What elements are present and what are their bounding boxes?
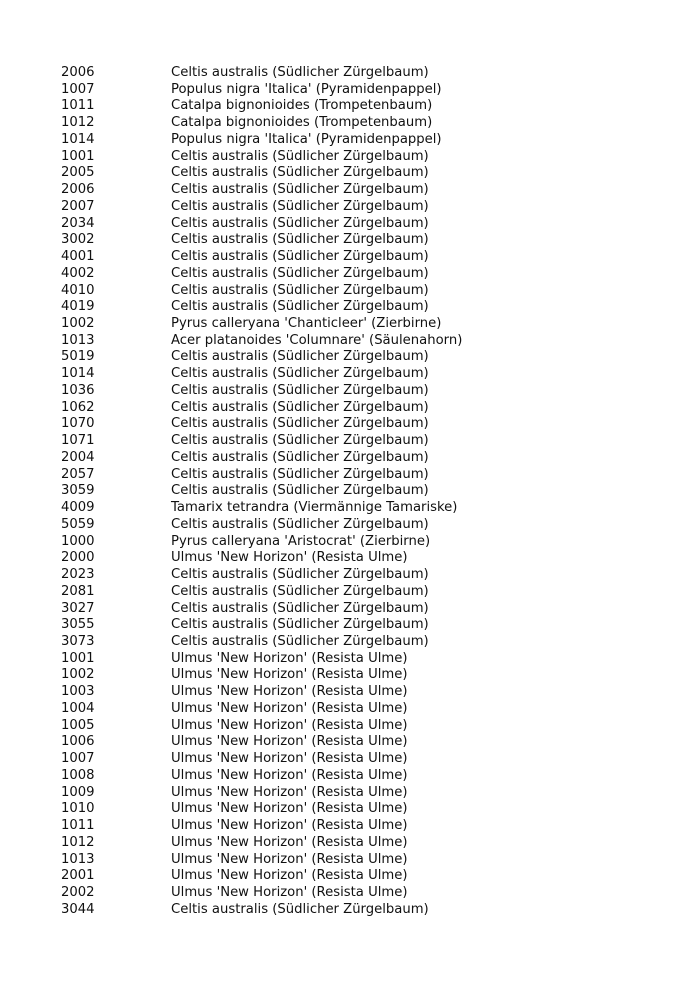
tree-number: 3059 xyxy=(61,483,95,499)
table-row xyxy=(61,534,661,551)
table-row xyxy=(61,751,661,768)
table-row xyxy=(61,299,661,316)
table-row xyxy=(61,868,661,885)
tree-number: 2007 xyxy=(61,198,95,214)
tree-species: Celtis australis (Südlicher Zürgelbaum) xyxy=(171,633,429,649)
tree-species: Ulmus 'New Horizon' (Resista Ulme) xyxy=(171,684,408,700)
table-row xyxy=(61,165,661,182)
table-row xyxy=(61,450,661,467)
tree-species: Ulmus 'New Horizon' (Resista Ulme) xyxy=(171,868,408,884)
table-row xyxy=(61,333,661,350)
tree-species: Celtis australis (Südlicher Zürgelbaum) xyxy=(171,265,429,281)
tree-species: Celtis australis (Südlicher Zürgelbaum) xyxy=(171,282,429,298)
tree-species: Tamarix tetrandra (Viermännige Tamariske) xyxy=(171,500,458,516)
tree-number: 2023 xyxy=(61,567,95,583)
tree-number: 1003 xyxy=(61,684,95,700)
tree-species: Ulmus 'New Horizon' (Resista Ulme) xyxy=(171,751,408,767)
tree-species: Celtis australis (Südlicher Zürgelbaum) xyxy=(171,600,429,616)
tree-number: 1036 xyxy=(61,382,95,398)
tree-number: 3044 xyxy=(61,901,95,917)
tree-number: 2004 xyxy=(61,449,95,465)
tree-species: Ulmus 'New Horizon' (Resista Ulme) xyxy=(171,784,408,800)
table-row xyxy=(61,902,661,919)
tree-species: Celtis australis (Südlicher Zürgelbaum) xyxy=(171,182,429,198)
tree-number: 1001 xyxy=(61,148,95,164)
tree-number: 4002 xyxy=(61,265,95,281)
table-row xyxy=(61,216,661,233)
tree-species: Ulmus 'New Horizon' (Resista Ulme) xyxy=(171,734,408,750)
tree-species: Ulmus 'New Horizon' (Resista Ulme) xyxy=(171,834,408,850)
tree-species: Ulmus 'New Horizon' (Resista Ulme) xyxy=(171,667,408,683)
table-row xyxy=(61,734,661,751)
table-row xyxy=(61,316,661,333)
table-row xyxy=(61,835,661,852)
tree-species: Catalpa bignonioides (Trompetenbaum) xyxy=(171,115,433,131)
tree-species: Acer platanoides 'Columnare' (Säulenahorn) xyxy=(171,332,463,348)
tree-number: 1013 xyxy=(61,332,95,348)
tree-number: 1005 xyxy=(61,717,95,733)
tree-number: 1014 xyxy=(61,366,95,382)
tree-species: Celtis australis (Südlicher Zürgelbaum) xyxy=(171,215,429,231)
tree-number: 1071 xyxy=(61,433,95,449)
tree-number: 5019 xyxy=(61,349,95,365)
table-row xyxy=(61,651,661,668)
tree-species: Celtis australis (Südlicher Zürgelbaum) xyxy=(171,567,429,583)
table-row xyxy=(61,416,661,433)
tree-species: Celtis australis (Südlicher Zürgelbaum) xyxy=(171,198,429,214)
tree-species: Celtis australis (Südlicher Zürgelbaum) xyxy=(171,516,429,532)
tree-number: 3073 xyxy=(61,633,95,649)
table-row xyxy=(61,500,661,517)
table-row xyxy=(61,65,661,82)
tree-number: 2006 xyxy=(61,65,95,80)
tree-number: 1007 xyxy=(61,81,95,97)
table-row xyxy=(61,82,661,99)
tree-number: 2006 xyxy=(61,182,95,198)
tree-species: Celtis australis (Südlicher Zürgelbaum) xyxy=(171,583,429,599)
tree-species: Celtis australis (Südlicher Zürgelbaum) xyxy=(171,65,429,80)
tree-species: Ulmus 'New Horizon' (Resista Ulme) xyxy=(171,818,408,834)
tree-species: Pyrus calleryana 'Aristocrat' (Zierbirne) xyxy=(171,533,431,549)
table-row xyxy=(61,400,661,417)
tree-number: 1011 xyxy=(61,98,95,114)
tree-number: 4009 xyxy=(61,500,95,516)
tree-species: Ulmus 'New Horizon' (Resista Ulme) xyxy=(171,851,408,867)
table-row xyxy=(61,601,661,618)
tree-number: 1012 xyxy=(61,834,95,850)
table-row xyxy=(61,199,661,216)
table-row xyxy=(61,567,661,584)
tree-number: 1004 xyxy=(61,700,95,716)
tree-species: Celtis australis (Südlicher Zürgelbaum) xyxy=(171,382,429,398)
table-row xyxy=(61,182,661,199)
tree-number: 2002 xyxy=(61,884,95,900)
tree-number: 2034 xyxy=(61,215,95,231)
table-row xyxy=(61,684,661,701)
tree-species: Pyrus calleryana 'Chanticleer' (Zierbirne) xyxy=(171,316,442,332)
tree-species: Ulmus 'New Horizon' (Resista Ulme) xyxy=(171,717,408,733)
table-row xyxy=(61,283,661,300)
tree-number: 1006 xyxy=(61,734,95,750)
tree-number: 1010 xyxy=(61,801,95,817)
tree-species: Celtis australis (Südlicher Zürgelbaum) xyxy=(171,249,429,265)
tree-species: Populus nigra 'Italica' (Pyramidenpappel) xyxy=(171,81,442,97)
tree-species: Celtis australis (Südlicher Zürgelbaum) xyxy=(171,299,429,315)
tree-number: 1011 xyxy=(61,818,95,834)
table-row xyxy=(61,132,661,149)
tree-species: Celtis australis (Südlicher Zürgelbaum) xyxy=(171,449,429,465)
table-row xyxy=(61,349,661,366)
tree-number: 1013 xyxy=(61,851,95,867)
tree-number: 4001 xyxy=(61,249,95,265)
table-row xyxy=(61,433,661,450)
table-row xyxy=(61,483,661,500)
table-row xyxy=(61,785,661,802)
tree-number: 2057 xyxy=(61,466,95,482)
tree-species: Celtis australis (Südlicher Zürgelbaum) xyxy=(171,483,429,499)
tree-species: Ulmus 'New Horizon' (Resista Ulme) xyxy=(171,550,408,566)
table-row xyxy=(61,550,661,567)
tree-species: Celtis australis (Südlicher Zürgelbaum) xyxy=(171,366,429,382)
tree-species: Ulmus 'New Horizon' (Resista Ulme) xyxy=(171,884,408,900)
tree-number: 4010 xyxy=(61,282,95,298)
tree-number: 1062 xyxy=(61,399,95,415)
tree-species: Celtis australis (Südlicher Zürgelbaum) xyxy=(171,433,429,449)
tree-number: 1002 xyxy=(61,667,95,683)
tree-number: 3027 xyxy=(61,600,95,616)
table-row xyxy=(61,718,661,735)
table-row xyxy=(61,517,661,534)
tree-species: Celtis australis (Südlicher Zürgelbaum) xyxy=(171,232,429,248)
table-row xyxy=(61,885,661,902)
tree-species: Populus nigra 'Italica' (Pyramidenpappel) xyxy=(171,131,442,147)
tree-number: 1009 xyxy=(61,784,95,800)
table-row xyxy=(61,467,661,484)
tree-number: 1070 xyxy=(61,416,95,432)
table-row xyxy=(61,149,661,166)
table-row xyxy=(61,634,661,651)
tree-species: Ulmus 'New Horizon' (Resista Ulme) xyxy=(171,650,408,666)
tree-species: Celtis australis (Südlicher Zürgelbaum) xyxy=(171,165,429,181)
tree-number: 3055 xyxy=(61,617,95,633)
tree-list-table xyxy=(61,65,661,918)
table-row xyxy=(61,383,661,400)
tree-number: 3002 xyxy=(61,232,95,248)
table-row xyxy=(61,249,661,266)
tree-species: Ulmus 'New Horizon' (Resista Ulme) xyxy=(171,801,408,817)
table-row xyxy=(61,667,661,684)
tree-species: Ulmus 'New Horizon' (Resista Ulme) xyxy=(171,767,408,783)
table-row xyxy=(61,801,661,818)
tree-species: Celtis australis (Südlicher Zürgelbaum) xyxy=(171,466,429,482)
tree-species: Ulmus 'New Horizon' (Resista Ulme) xyxy=(171,700,408,716)
tree-number: 1012 xyxy=(61,115,95,131)
tree-number: 2000 xyxy=(61,550,95,566)
tree-species: Celtis australis (Südlicher Zürgelbaum) xyxy=(171,901,429,917)
tree-species: Celtis australis (Südlicher Zürgelbaum) xyxy=(171,416,429,432)
tree-number: 2001 xyxy=(61,868,95,884)
tree-number: 1007 xyxy=(61,751,95,767)
tree-species: Celtis australis (Südlicher Zürgelbaum) xyxy=(171,617,429,633)
tree-species: Catalpa bignonioides (Trompetenbaum) xyxy=(171,98,433,114)
table-row xyxy=(61,701,661,718)
table-row xyxy=(61,98,661,115)
tree-species: Celtis australis (Südlicher Zürgelbaum) xyxy=(171,349,429,365)
table-row xyxy=(61,818,661,835)
table-row xyxy=(61,115,661,132)
table-row xyxy=(61,266,661,283)
tree-species: Celtis australis (Südlicher Zürgelbaum) xyxy=(171,399,429,415)
tree-number: 5059 xyxy=(61,516,95,532)
tree-number: 2081 xyxy=(61,583,95,599)
tree-number: 1000 xyxy=(61,533,95,549)
tree-number: 1014 xyxy=(61,131,95,147)
tree-number: 1002 xyxy=(61,316,95,332)
tree-number: 2005 xyxy=(61,165,95,181)
tree-species: Celtis australis (Südlicher Zürgelbaum) xyxy=(171,148,429,164)
table-row xyxy=(61,852,661,869)
table-row xyxy=(61,232,661,249)
table-row xyxy=(61,366,661,383)
tree-number: 4019 xyxy=(61,299,95,315)
table-row xyxy=(61,768,661,785)
table-row xyxy=(61,617,661,634)
tree-number: 1001 xyxy=(61,650,95,666)
tree-number: 1008 xyxy=(61,767,95,783)
table-row xyxy=(61,584,661,601)
